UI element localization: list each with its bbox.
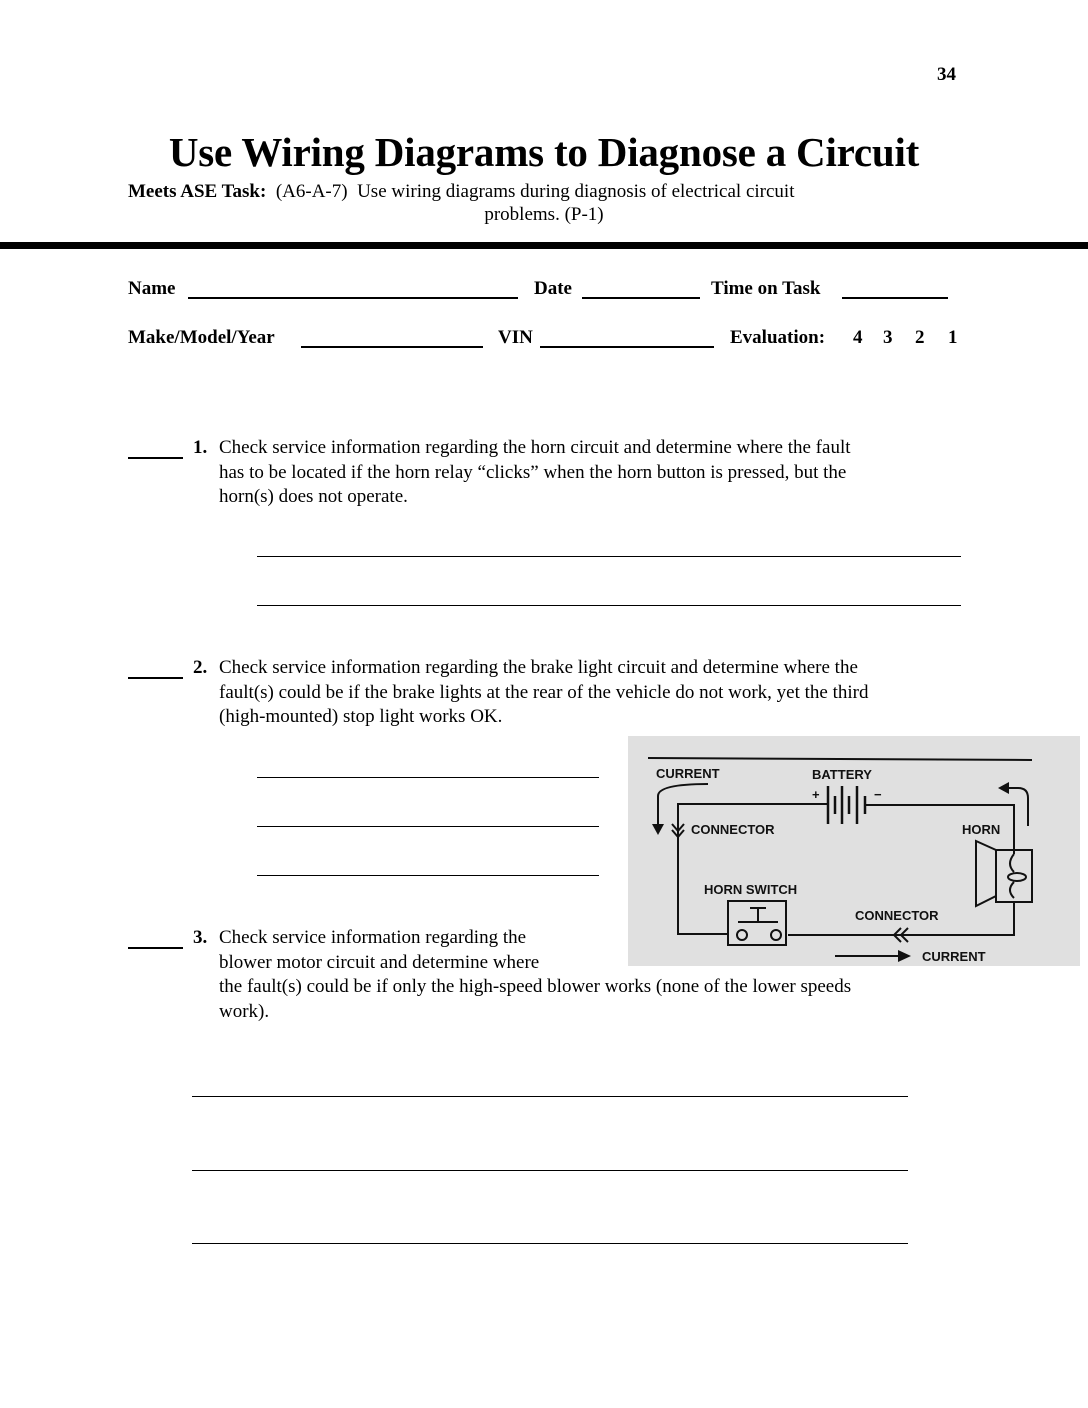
question-3-text: [219, 926, 851, 1024]
connector-bottom-label: CONNECTOR: [855, 908, 939, 923]
date-field[interactable]: [582, 297, 700, 299]
date-label: Date: [534, 278, 572, 299]
question-2-answer-line[interactable]: [257, 875, 599, 876]
vin-field[interactable]: [540, 346, 714, 348]
horn-label: HORN: [962, 822, 1001, 837]
time-on-task-label: Time on Task: [711, 278, 821, 299]
question-2-line: fault(s) could be if the brake lights at the rear of the vehicle do not work, yet the third: [219, 681, 869, 703]
question-2-number: 2.: [193, 657, 208, 678]
question-2-answer-line[interactable]: [257, 777, 599, 778]
question-3-number: 3.: [193, 927, 208, 948]
question-3-answer-line[interactable]: [192, 1243, 908, 1244]
horn-bell: [976, 841, 996, 906]
current-arrow-top-right: [1008, 788, 1028, 826]
question-3-line: blower motor circuit and determine where: [219, 951, 540, 973]
question-2-line: Check service information regarding the brake light circuit and determine where the: [219, 657, 858, 678]
question-3-answer-line[interactable]: [192, 1096, 908, 1097]
question-3-line: the fault(s) could be if only the high-speed blower works (none of the lower speeds: [219, 976, 852, 997]
horn-diaphragm: [1008, 873, 1026, 881]
ase-task-label: Meets ASE Task:: [128, 181, 267, 202]
ase-task-description: Use wiring diagrams during diagnosis of electrical circuit: [357, 181, 795, 202]
page-title: Use Wiring Diagrams to Diagnose a Circuit: [168, 129, 920, 175]
question-3-line: Check service information regarding the: [219, 927, 527, 948]
question-2-line: (high-mounted) stop light works OK.: [219, 706, 503, 727]
question-1-answer-line[interactable]: [257, 605, 961, 606]
current-arrowhead-top-left: [652, 824, 664, 835]
name-field[interactable]: [188, 297, 518, 299]
question-3-check-blank[interactable]: [128, 947, 183, 949]
question-1-text: [219, 436, 851, 510]
horn-coil: [1010, 854, 1014, 898]
battery-minus-label: −: [874, 787, 882, 802]
evaluation-label: Evaluation:: [730, 327, 826, 348]
ase-task-code: (A6-A-7): [275, 181, 348, 202]
make-model-year-label: Make/Model/Year: [128, 327, 275, 348]
horn-switch-label: HORN SWITCH: [704, 882, 798, 897]
evaluation-option-2[interactable]: 2: [915, 327, 925, 348]
evaluation-option-4[interactable]: 4: [853, 327, 863, 348]
vin-label: VIN: [498, 327, 533, 348]
page-number: 34: [937, 64, 956, 85]
battery-label: BATTERY: [812, 767, 872, 782]
question-1-line: horn(s) does not operate.: [219, 486, 408, 507]
ase-task-line: [128, 180, 948, 204]
current-arrowhead-bottom: [898, 950, 911, 962]
make-model-year-field[interactable]: [301, 346, 483, 348]
question-3-line: work).: [219, 1000, 270, 1022]
time-on-task-field[interactable]: [842, 297, 948, 299]
diagram-top-rule: [648, 758, 1032, 760]
question-3-answer-line[interactable]: [192, 1170, 908, 1171]
question-2-text: [219, 656, 868, 730]
question-2-answer-line[interactable]: [257, 826, 599, 827]
current-arrowhead-top-right: [998, 782, 1009, 794]
connector-left-label: CONNECTOR: [691, 822, 775, 837]
name-label: Name: [128, 278, 176, 299]
question-1-number: 1.: [193, 437, 208, 458]
ase-task-description-continued: problems. (P-1): [484, 204, 604, 225]
question-1-check-blank[interactable]: [128, 457, 183, 459]
current-top-label: CURRENT: [656, 766, 720, 781]
question-1-line: has to be located if the horn relay “clicks” when the horn button is pressed, but the: [219, 461, 847, 483]
current-bottom-label: CURRENT: [922, 949, 986, 964]
header-divider: [0, 242, 1088, 249]
question-1-answer-line[interactable]: [257, 556, 961, 557]
battery-plus-label: +: [812, 787, 820, 802]
evaluation-option-1[interactable]: 1: [948, 327, 958, 348]
evaluation-option-3[interactable]: 3: [883, 327, 893, 348]
question-2-check-blank[interactable]: [128, 677, 183, 679]
question-1-line: Check service information regarding the horn circuit and determine where the fault: [219, 437, 851, 458]
